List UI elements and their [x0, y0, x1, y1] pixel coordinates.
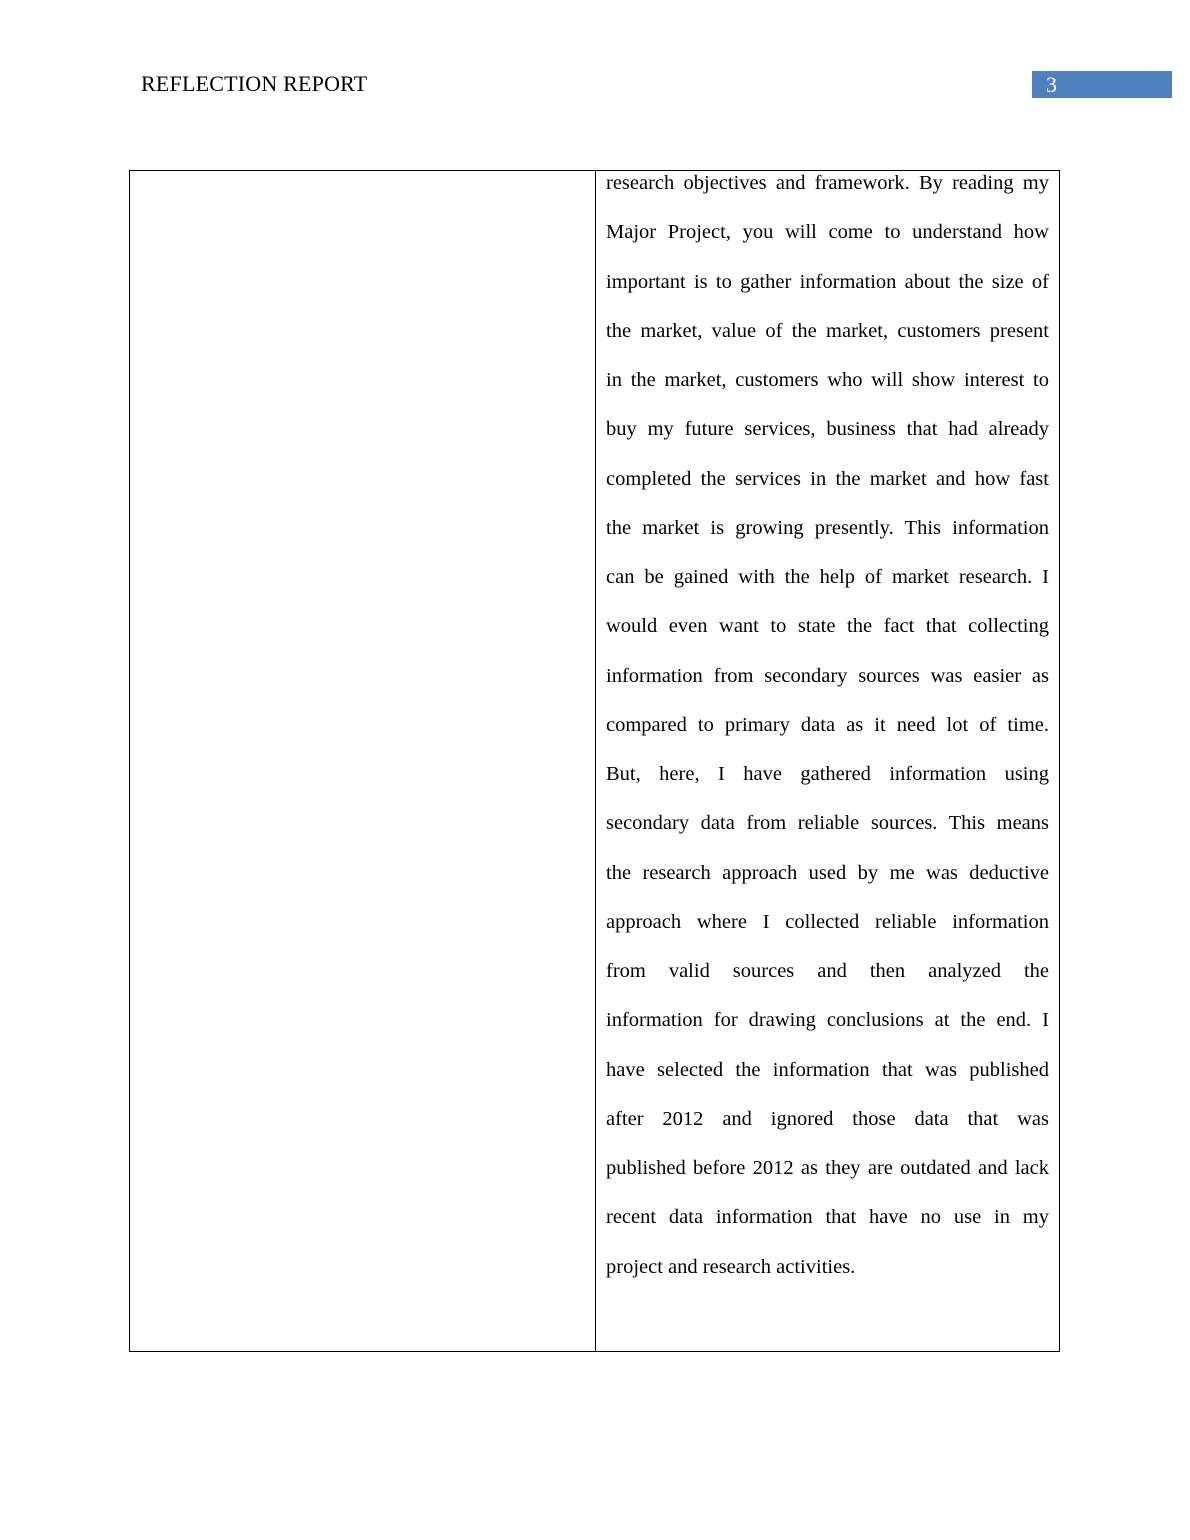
- paragraph-line: buy my future services, business that had already: [606, 418, 1049, 441]
- paragraph-line: recent data information that have no use in my: [606, 1206, 1049, 1229]
- paragraph-line: compared to primary data as it need lot of time.: [606, 713, 1049, 736]
- paragraph-line: in the market, customers who will show interest to: [606, 369, 1049, 391]
- paragraph-line: information for drawing conclusions at the end. I: [606, 1009, 1049, 1032]
- page-number-box: [1032, 71, 1172, 98]
- content-table: [129, 170, 1060, 1352]
- paragraph-line: secondary data from reliable sources. This means: [606, 812, 1049, 835]
- paragraph-line: can be gained with the help of market research. I: [606, 566, 1049, 588]
- table-left-cell: [130, 171, 596, 1351]
- body-paragraph: [606, 169, 1049, 1302]
- paragraph-line: the market is growing presently. This information: [606, 516, 1049, 539]
- paragraph-line: the market, value of the market, customers present: [606, 319, 1049, 342]
- paragraph-line: information from secondary sources was easier as: [606, 664, 1049, 687]
- paragraph-line: the research approach used by me was deductive: [606, 861, 1049, 884]
- table-right-cell: [596, 171, 1061, 1351]
- paragraph-line: research objectives and framework. By reading my: [606, 172, 1049, 194]
- paragraph-line: project and research activities.: [606, 1255, 856, 1278]
- paragraph-line: important is to gather information about the size of: [606, 270, 1049, 293]
- page-header-title: REFLECTION REPORT: [141, 71, 368, 96]
- paragraph-line: completed the services in the market and how fast: [606, 467, 1049, 490]
- paragraph-line: But, here, I have gathered information using: [606, 763, 1049, 785]
- paragraph-line: would even want to state the fact that collecting: [606, 615, 1049, 638]
- paragraph-line: Major Project, you will come to understand how: [606, 221, 1049, 244]
- paragraph-line: from valid sources and then analyzed the: [606, 960, 1049, 982]
- paragraph-line: approach where I collected reliable information: [606, 910, 1049, 933]
- page-number: 3: [1046, 72, 1057, 97]
- paragraph-line: have selected the information that was published: [606, 1058, 1049, 1081]
- paragraph-line: after 2012 and ignored those data that was: [606, 1107, 1049, 1130]
- paragraph-line: published before 2012 as they are outdated and lack: [606, 1157, 1049, 1179]
